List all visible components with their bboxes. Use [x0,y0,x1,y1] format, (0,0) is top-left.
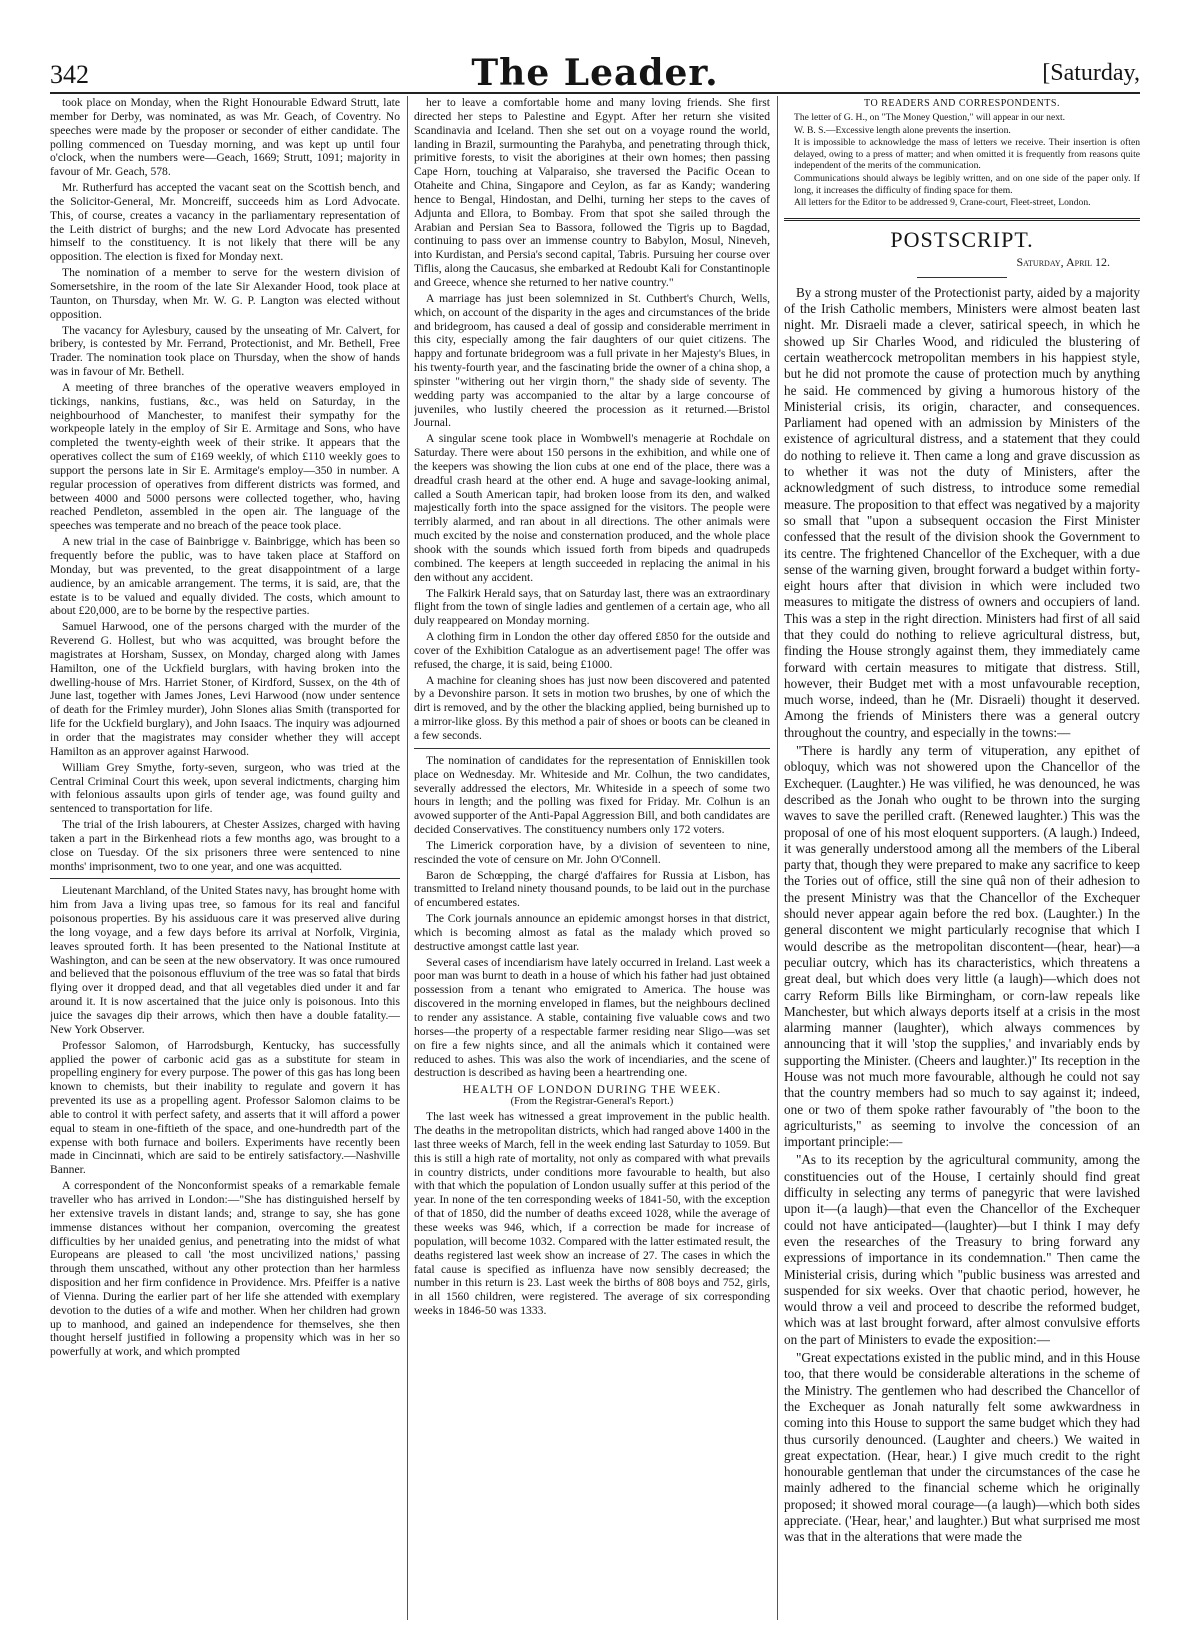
article-paragraph: A meeting of three branches of the operative weavers employed in tickings, nankins, fustians, &c., was held on Saturday, in the neighbourhood of Manchester, to manifest their sympathy for the workpeople lately in the employ of Sir E. Armitage and Sons, who have completed the twenty-eighth week of their strike. It appears that the operatives collect the sum of £169 weekly, of which £110 weekly goes to support the persons late in Sir E. Armitage's employ—350 in number. A regular procession of operatives from different districts was formed, and between 4000 and 5000 persons were collected together, who, having reached Pendleton, assembled in the open air. The language of the speeches was temperate and no breach of the peace took place. [50,380,400,533]
column-divider [407,96,408,1620]
header-day: [Saturday, [1042,60,1140,86]
article-paragraph: A clothing firm in London the other day offered £850 for the outside and cover of the Exhibition Catalogue as an advertisement page! The offer was refused, the charge, it is said, being £1000. [414,630,770,671]
correspondent-note: The letter of G. H., on "The Money Question," will appear in our next. [794,112,1066,123]
article-paragraph: The vacancy for Aylesbury, caused by the unseating of Mr. Calvert, for bribery, is contested by Mr. Ferrand, Protectionist, and Mr. Bethell, Free Trader. The nomination took place on Thursday, when the show of hands was in favour of Mr. Bethell. [50,323,400,379]
header-rule [50,92,1140,94]
article-paragraph: A new trial in the case of Bainbrigge v. Bainbrigge, which has been so frequently before the public, was to have taken place at Stafford on Monday, but was prevented, to the great disappointment of a large audience, by an amicable arrangement. The terms, it is said, are, that the estate is to be valued and equally divided. The costs, which amount to about £20,000, are to be borne by the respective parties. [50,535,400,618]
article-paragraph: The nomination of candidates for the representation of Enniskillen took place on Wednesday. Mr. Whiteside and Mr. Colhun, the two candidates, severally addressed the electors, Mr. Whiteside in a speech of some two hours in length; and the polling was fixed for Friday. Mr. Colhun is an avowed supporter of the Anti-Papal Aggression Bill, and both candidates are decided Conservatives. The constituency numbers only 172 voters. [414,753,770,837]
article-paragraph: took place on Monday, when the Right Honourable Edward Strutt, late member for Derby, was nominated, as was Mr. Geach, of Coventry. No speeches were made by the proposer or seconder of either candidate. The polling commenced on Tuesday morning, and was kept up until four o'clock, when the numbers were—Geach, 1669; Strutt, 1091; majority in favour of Mr. Geach, 578. [50,96,400,179]
postscript-date: Saturday, April 12. [1016,254,1110,269]
article-paragraph: The Falkirk Herald says, that on Saturday last, there was an extraordinary flight from the town of single ladies and gentlemen of a certain age, who all duly reappeared on Monday morning. [414,586,770,628]
article-paragraph: William Grey Smythe, forty-seven, surgeon, who was tried at the Central Criminal Court this week, upon several indictments, charging him with felonious assaults upon girls of tender age, was found guilty and sentenced to transportation for life. [50,760,400,816]
article-paragraph: Samuel Harwood, one of the persons charged with the murder of the Reverend G. Hollest, but who was acquitted, was brought before the magistrates at Horsham, Sussex, on Monday, charged along with James Hamilton, one of the Uckfield burglars, with having broken into the dwelling-house of Mrs. Harriet Stoner, of Kirdford, Sussex, on the 4th of June last, together with James Jones, Levi Harwood (now under sentence of death for the Frimley murder), John Slones alias Smith (transported for life for the Uckfield burglary), and John Isaacs. The inquiry was adjourned in order that the magistrates may consider whether they will accept Hamilton as an approver against Harwood. [50,620,400,758]
health-body: The last week has witnessed a great improvement in the public health. The deaths in the metropolitan districts, which had ranged above 1400 in the last three weeks of March, fell in the week ending last Saturday to 1059. But this is still a high rate of mortality, not only as compared with what prevails in country districts, under conditions more favourable to health, but also with that which the population of London usually suffer at this period of the year. In none of the ten corresponding weeks of 1841-50, with the exception of that of 1850, did the number of deaths exceed 1028, while the average of these weeks was 946, which, if a correction be made for increase of population, will become 1032. Compared with the latter estimated result, the deaths registered last week show an increase of 27. The cases in which the fatal cause is specified as influenza have now sensibly decreased; the number in this return is 23. Last week the births of 808 boys and 752, girls, in all 1560 children, were registered. The average of six corresponding weeks in 1846-50 was 1333. [414,1110,770,1318]
column-2 [414,96,770,1620]
column-divider [777,96,778,1620]
health-heading: HEALTH OF LONDON DURING THE WEEK. [462,1084,722,1097]
article-paragraph: The trial of the Irish labourers, at Chester Assizes, charged with having taken a part in the Birkenhead riots a few months ago, was brought to a close on Tuesday. Of the six prisoners three were sentenced to nine months' imprisonment, two to one year, and one was acquitted. [50,818,400,873]
article-paragraph: The Cork journals announce an epidemic amongst horses in that district, which is becoming almost as fatal as the malady which proved so destructive amongst cattle last year. [414,912,770,953]
page-number: 342 [50,60,89,89]
correspondent-note: All letters for the Editor to be addressed 9, Crane-court, Fleet-street, London. [794,197,1091,209]
column-3 [784,96,1140,1620]
article-paragraph: The nomination of a member to serve for the western division of Somersetshire, in the room of the late Sir Alexander Hood, took place at Taunton, on Thursday, when Mr. W. G. P. Langton was elected without opposition. [50,266,400,321]
section-rule [414,748,770,749]
correspondents-heading: TO READERS AND CORRESPONDENTS. [864,98,1060,109]
article-paragraph: A marriage has just been solemnized in St. Cuthbert's Church, Wells, which, on account of the disparity in the ages and circumstances of the bride and bridegroom, has caused a deal of gossip and considerable merriment in this city, especially among the fair daughters of our quiet citizens. The happy and fortunate bridegroom was a full private in her Majesty's Blues, in his twenty-fourth year, and the fascinating bride the owner of a china shop, a spinster "withering out her virgin thorn," the shady side of seventy. The wedding party was accompanied to the altar by a large concourse of juveniles, who lustily cheered the procession as it returned.—Bristol Journal. [414,291,770,430]
article-paragraph: Baron de Schœpping, the chargé d'affaires for Russia at Lisbon, has transmitted to Ireland ninety thousand pounds, to be laid out in the purchase of encumbered estates. [414,868,770,910]
correspondents-list [784,112,1140,209]
health-subheading: (From the Registrar-General's Report.) [510,1096,674,1108]
page-header [50,52,1140,94]
article-paragraph: A correspondent of the Nonconformist speaks of a remarkable female traveller who has arrived in London:—"She has distinguished herself by her extensive travels in distant lands; and, strange to say, she has gone immense distances without her companion, overcoming the greatest difficulties by her unaided genius, and penetrating into the midst of what Europeans are pleased to call 'the most uncivilized nations,' passing through them unscathed, without any other protection than her harmless disposition and her firm confidence in Providence. Mrs. Pfeiffer is a native of Vienna. During the earlier part of her life she attended with exemplary devotion to the duties of a wife and mother. When her children had grown up to manhood, and gained an independence for themselves, she then thought herself justified in following a propensity which was in her so powerfully at work, and which prompted [50,1179,400,1359]
short-rule [917,277,1007,278]
article-paragraph: A singular scene took place in Wombwell's menagerie at Rochdale on Saturday. There were about 150 persons in the exhibition, and while one of the keepers was showing the lion cubs at one end of the place, there was a dreadful crash heard at the other end. A huge and savage-looking animal, called a South American tapir, had broken loose from its den, and walked majestically forth into the space assigned for the visitors. The people were terribly alarmed, and ran about in all directions. The other animals were much excited by the noise and consternation produced, and the whole place shook with the sounds which issued forth from bipeds and quadrupeds combined. The keepers at length succeeded in replacing the animal in his den without any accident. [414,432,770,584]
article-paragraph: Professor Salomon, of Harrodsburgh, Kentucky, has successfully applied the power of carbonic acid gas as a substitute for steam in propelling enginery for every purpose. The power of this gas has long been known to chemists, but their inability to regulate and govern it has prevented its use as a propelling agent. Professor Salomon claims to be able to control it with perfect safety, and asserts that it will afford a power equal to steam in one-fiftieth of the space, and one-hundredth part of the expense with both furnace and boilers. Experiments have recently been made in Cincinnati, which are said to be entirely satisfactory.—Nashville Banner. [50,1038,400,1177]
section-rule [50,878,400,879]
postscript-title: POSTSCRIPT. [890,226,1034,252]
article-paragraph: Mr. Rutherfurd has accepted the vacant seat on the Scottish bench, and the Solicitor-General, Mr. Moncreiff, succeeds him as Lord Advocate. This, of course, creates a vacancy in the parliamentary representation of the Leith district of burghs; and the new Lord Advocate has presented himself to the constituency. It is not likely that there will be any opposition. The election is fixed for Monday next. [50,181,400,264]
correspondent-note: W. B. S.—Excessive length alone prevents the insertion. [794,124,1011,136]
postscript-paragraph: "As to its reception by the agricultural community, among the constituencies out of the House, I certainly should find great difficulty in selecting any terms of panegyric that were lavished upon it—(a laugh)—that even the Chancellor of the Exchequer could not have anticipated—(laughter)—but I think I may defy even the researches of the Treasury to bring forward any expressions of importance in its condemnation." Then came the Ministerial crisis, during which "public business was arrested and suspended for six weeks. Over that chaotic period, however, he would throw a veil and proceed to describe the reformed budget, which was at last brought forward, after almost convulsive efforts on the part of Ministers to evade the exposition:— [784,1152,1140,1347]
article-paragraph: A machine for cleaning shoes has just now been discovered and patented by a Devonshire parson. It sets in motion two brushes, by one of which the dirt is removed, and by the other the blacking applied, being burnished up to a mirror-like gloss. By this method a pair of shoes or boots can be cleaned in a few seconds. [414,673,770,742]
postscript-paragraph: "Great expectations existed in the public mind, and in this House too, that there would be considerable alterations in the scheme of the Ministry. The gentlemen who had described the Chancellor of the Exchequer as Jonah naturally felt some awkwardness in coming into this House to support the same budget which they had thus cursorily denounced. (Laughter and cheers.) We waited in great expectation. (Hear, hear.) I give much credit to the right honourable gentleman that under the circumstances of the case he mainly adhered to the financial scheme which he originally proposed; it showed moral courage—(a laugh)—which both sides appreciate. ('Hear, hear,' and laughter.) But what surprised me most was that in the alterations that were made the [784,1350,1140,1545]
section-double-rule [784,218,1140,221]
correspondent-note: Communications should always be legibly written, and on one side of the paper only. If long, it increases the difficulty of finding space for them. [794,172,1140,196]
article-paragraph: The Limerick corporation have, by a division of seventeen to nine, rescinded the vote of censure on Mr. John O'Connell. [414,838,770,866]
correspondent-note: It is impossible to acknowledge the mass of letters we receive. Their insertion is often delayed, owing to a press of matter; and when omitted it is frequently from reasons quite independent of the merits of the communication. [794,137,1140,172]
column-1 [50,96,400,1620]
postscript-paragraph: By a strong muster of the Protectionist party, aided by a majority of the Irish Catholic members, Ministers were almost beaten last night. Mr. Disraeli made a clever, satirical speech, in which he showed up Sir Charles Wood, and ridiculed the blustering of certain weathercock metropolitan members in his happiest style, but he did not promote the cause of protection much by anything he said. He commenced by giving a humorous history of the Ministerial crisis, its origin, character, and consequences. Parliament had opened with an admission by Ministers of the existence of agricultural distress, and a statement that they could do nothing to relieve it. Then came a long and grave discussion as to whether it was not the duty of Ministers, after the acknowledgment of such distress, to introduce some remedial measure. The proposition to that effect was negatived by a majority so small that "upon a subsequent occasion the First Minister confessed that the result of the division shook the Government to its centre. The frightened Chancellor of the Exchequer, with a due sense of the warning given, brought forward a budget within forty-eight hours after that division in which were included two measures to mitigate the distress of owners and occupiers of land. This was a step in the right direction. Ministers had first of all said that they could do nothing to relieve agricultural distress, but, finding the House strongly against them, they immediately came forward with certain measures to mitigate that distress. Still, however, their Budget met with a most unfavourable reception, much worse, indeed, than he (Mr. Disraeli) thought it deserved. Among the friends of Ministers there was a general outcry throughout the country, and especially in the towns:— [784,284,1140,740]
masthead-title: The Leader. [471,52,719,94]
article-paragraph: her to leave a comfortable home and many loving friends. She first directed her steps to Palestine and Egypt. After her return she visited Scandinavia and Iceland. Then she set out on a voyage round the world, landing in Brazil, surmounting the Parahyba, and penetrating through thick, primitive forests, to visit the aborigines at their own homes; then passing Cape Horn, touching at Valparaiso, she traversed the Pacific Ocean to Otaheite and China, Singapore and Ceylon, as far as Kandy; wandering hence to Bengal, Hindostan, and Delhi, turning her steps to the caves of Adjunta and Ellora, to Bombay. From that spot she sailed through the Arabian and Persian Sea to Bassora, followed the Tigris up to Bagdad, continuing to pass over an immense country to Babylon, Mosul, Nineveh, into Kurdistan, and Persia's second capital, Tabris. Pursuing her course over Tiflis, along the Caucasus, she embarked at Redoubt Kali for Constantinople and Greece, whence she returned to her native country." [414,96,770,289]
article-paragraph: Lieutenant Marchland, of the United States navy, has brought home with him from Java a living upas tree, so famous for its real and fanciful poisonous properties. By his assiduous care it was preserved alive during the long voyage, and a few days before its arrival at Norfolk, Virginia, leaves sprouted forth. It has been presented to the National Institute at Washington, and can be seen at the new observatory. It was once rumoured and believed that the poisonous effluvium of the tree was so fatal that birds flying over it dropped dead, and that all vegetables died under it and far around it. It is now ascertained that the juice only is poisonous. Into this juice the savages dip their arrows, which then have a double fatality.—New York Observer. [50,884,400,1036]
article-paragraph: Several cases of incendiarism have lately occurred in Ireland. Last week a poor man was burnt to death in a house of which his father had just obtained possession from a tenant who emigrated to America. The house was discovered in the morning enveloped in flames, but the neighbours declined to render any assistance. A stable, containing five valuable cows and two horses—the property of a respectable farmer residing near Sligo—was set on fire a few nights since, and all the animals which it contained were reduced to ashes. This was also the work of incendiaries, and the scene of destruction is described as having been a heartrending one. [414,955,770,1080]
postscript-paragraph: "There is hardly any term of vituperation, any epithet of obloquy, which was not showered upon the Chancellor of the Exchequer. (Laughter.) He was vilified, he was denounced, he was described as the Jonah who ought to be thrown into the surging waves to save the perilled craft. (Renewed laughter.) This was the proposal of one of his most eloquent supporters. (A laugh.) Indeed, it was generally understood among all the members of the Liberal party that, though they were prepared to make any sacrifice to keep the Tories out of office, still the sine quâ non of their adhesion to the present Ministry was that the Chancellor of the Exchequer should never appear again before the red box. (Laughter.) In the general discontent we might particularly recognise that which I would describe as the metropolitan discontent—(hear, hear)—a peculiar outcry, which has its characteristics, which threatens a great deal, but which does very little (a laugh)—which does not carry Reform Bills like Birmingham, or corn-law repeals like Manchester, but which always deports itself at a crisis in the most alarming manner (laughter), which always commences by announcing that it will 'stop the supplies,' and invariably ends by supporting the Minister. (Cheers and laughter.)" Its reception in the House was not much more favourable, although he could not say that the country members had so much to say against it; indeed, one or two of them spoke rather favourably of "the boon to the agriculturists," as seeming to involve the concession of an important principle:— [784,743,1140,1150]
